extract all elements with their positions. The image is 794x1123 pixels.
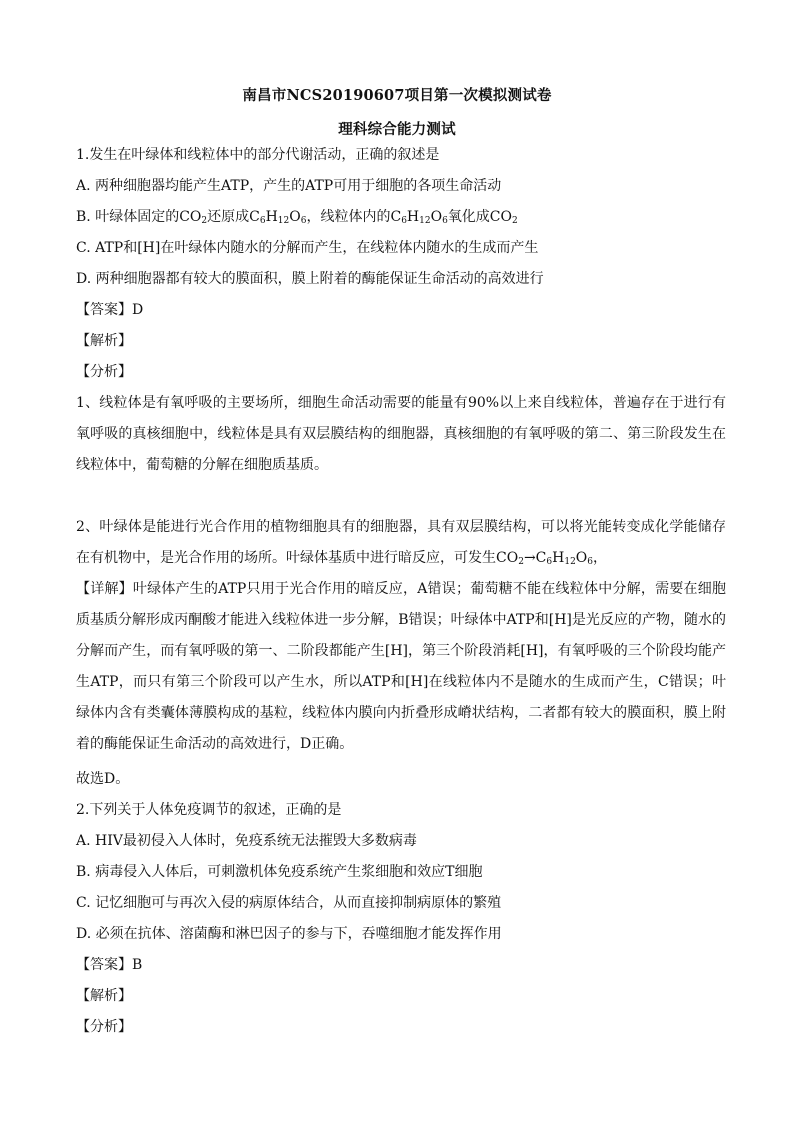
question-2-answer: 【答案】B xyxy=(76,957,143,973)
document-subtitle: 理科综合能力测试 xyxy=(338,121,456,138)
question-2-fenxi-label: 【分析】 xyxy=(76,1019,132,1035)
question-1-choice: 故选D。 xyxy=(76,771,130,787)
question-1-option-a: A. 两种细胞器均能产生ATP，产生的ATP可用于细胞的各项生命活动 xyxy=(76,178,502,194)
question-2-option-b: B. 病毒侵入人体后，可刺激机体免疫系统产生浆细胞和效应T细胞 xyxy=(76,864,483,880)
question-2-stem: 2.下列关于人体免疫调节的叙述，正确的是 xyxy=(76,802,342,818)
question-1-option-c: C. ATP和[H]在叶绿体内随水的分解而产生，在线粒体内随水的生成而产生 xyxy=(76,240,539,256)
question-2-option-d: D. 必须在抗体、溶菌酶和淋巴因子的参与下，吞噬细胞才能发挥作用 xyxy=(76,926,502,942)
question-2-analysis-label: 【解析】 xyxy=(76,988,132,1004)
question-1-point-1: 1、线粒体是有氧呼吸的主要场所，细胞生命活动需要的能量有90%以上来自线粒体，普遍存在于进行有氧呼吸的真核细胞中，线粒体是具有双层膜结构的细胞器，真核细胞的有氧呼吸的第二、第三阶段发生在线粒体中，葡萄糖的分解在细胞质基质。 xyxy=(76,395,726,473)
question-2-option-a: A. HIV最初侵入人体时，免疫系统无法摧毁大多数病毒 xyxy=(76,833,417,849)
question-1-option-d: D. 两种细胞器都有较大的膜面积，膜上附着的酶能保证生命活动的高效进行 xyxy=(76,271,544,287)
question-1-analysis-label: 【解析】 xyxy=(76,333,132,349)
question-1-detail: 【详解】叶绿体产生的ATP只用于光合作用的暗反应，A错误；葡萄糖不能在线粒体中分解，需要在细胞质基质分解形成丙酮酸才能进入线粒体进一步分解，B错误；叶绿体中ATP和[H]是光反应的产物，随水的分解而产生，而有氧呼吸的第一、二阶段都能产生[H]，第三个阶段消耗[H]，有氧呼吸的三个阶段均能产生ATP，而只有第三个阶段可以产生水，所以ATP和[H]在线粒体内不是随水的生成而产生，C错误；叶绿体内含有类囊体薄膜构成的基粒，线粒体内膜向内折叠形成嵴状结构，二者都有较大的膜面积，膜上附着的酶能保证生命活动的高效进行，D正确。 xyxy=(76,581,726,752)
question-1-answer: 【答案】D xyxy=(76,302,144,318)
document-title: 南昌市NCS20190607项目第一次模拟测试卷 xyxy=(242,87,552,104)
question-1-stem: 1.发生在叶绿体和线粒体中的部分代谢活动，正确的叙述是 xyxy=(76,147,440,163)
question-1-option-b: B. 叶绿体固定的$CO_2$还原成$C_6H_{12}O_6$，线粒体内的$C_6H_{12}O_6$氧化成$CO_2$ xyxy=(76,209,518,226)
question-1-fenxi-label: 【分析】 xyxy=(76,364,132,380)
question-1-point-2: 2、叶绿体是能进行光合作用的植物细胞具有的细胞器，具有双层膜结构，可以将光能转变成化学能储存在有机物中，是光合作用的场所。叶绿体基质中进行暗反应，可发生$CO_2\to C_6H_{12}O_6$， xyxy=(76,519,726,567)
question-2-option-c: C. 记忆细胞可与再次入侵的病原体结合，从而直接抑制病原体的繁殖 xyxy=(76,895,502,911)
